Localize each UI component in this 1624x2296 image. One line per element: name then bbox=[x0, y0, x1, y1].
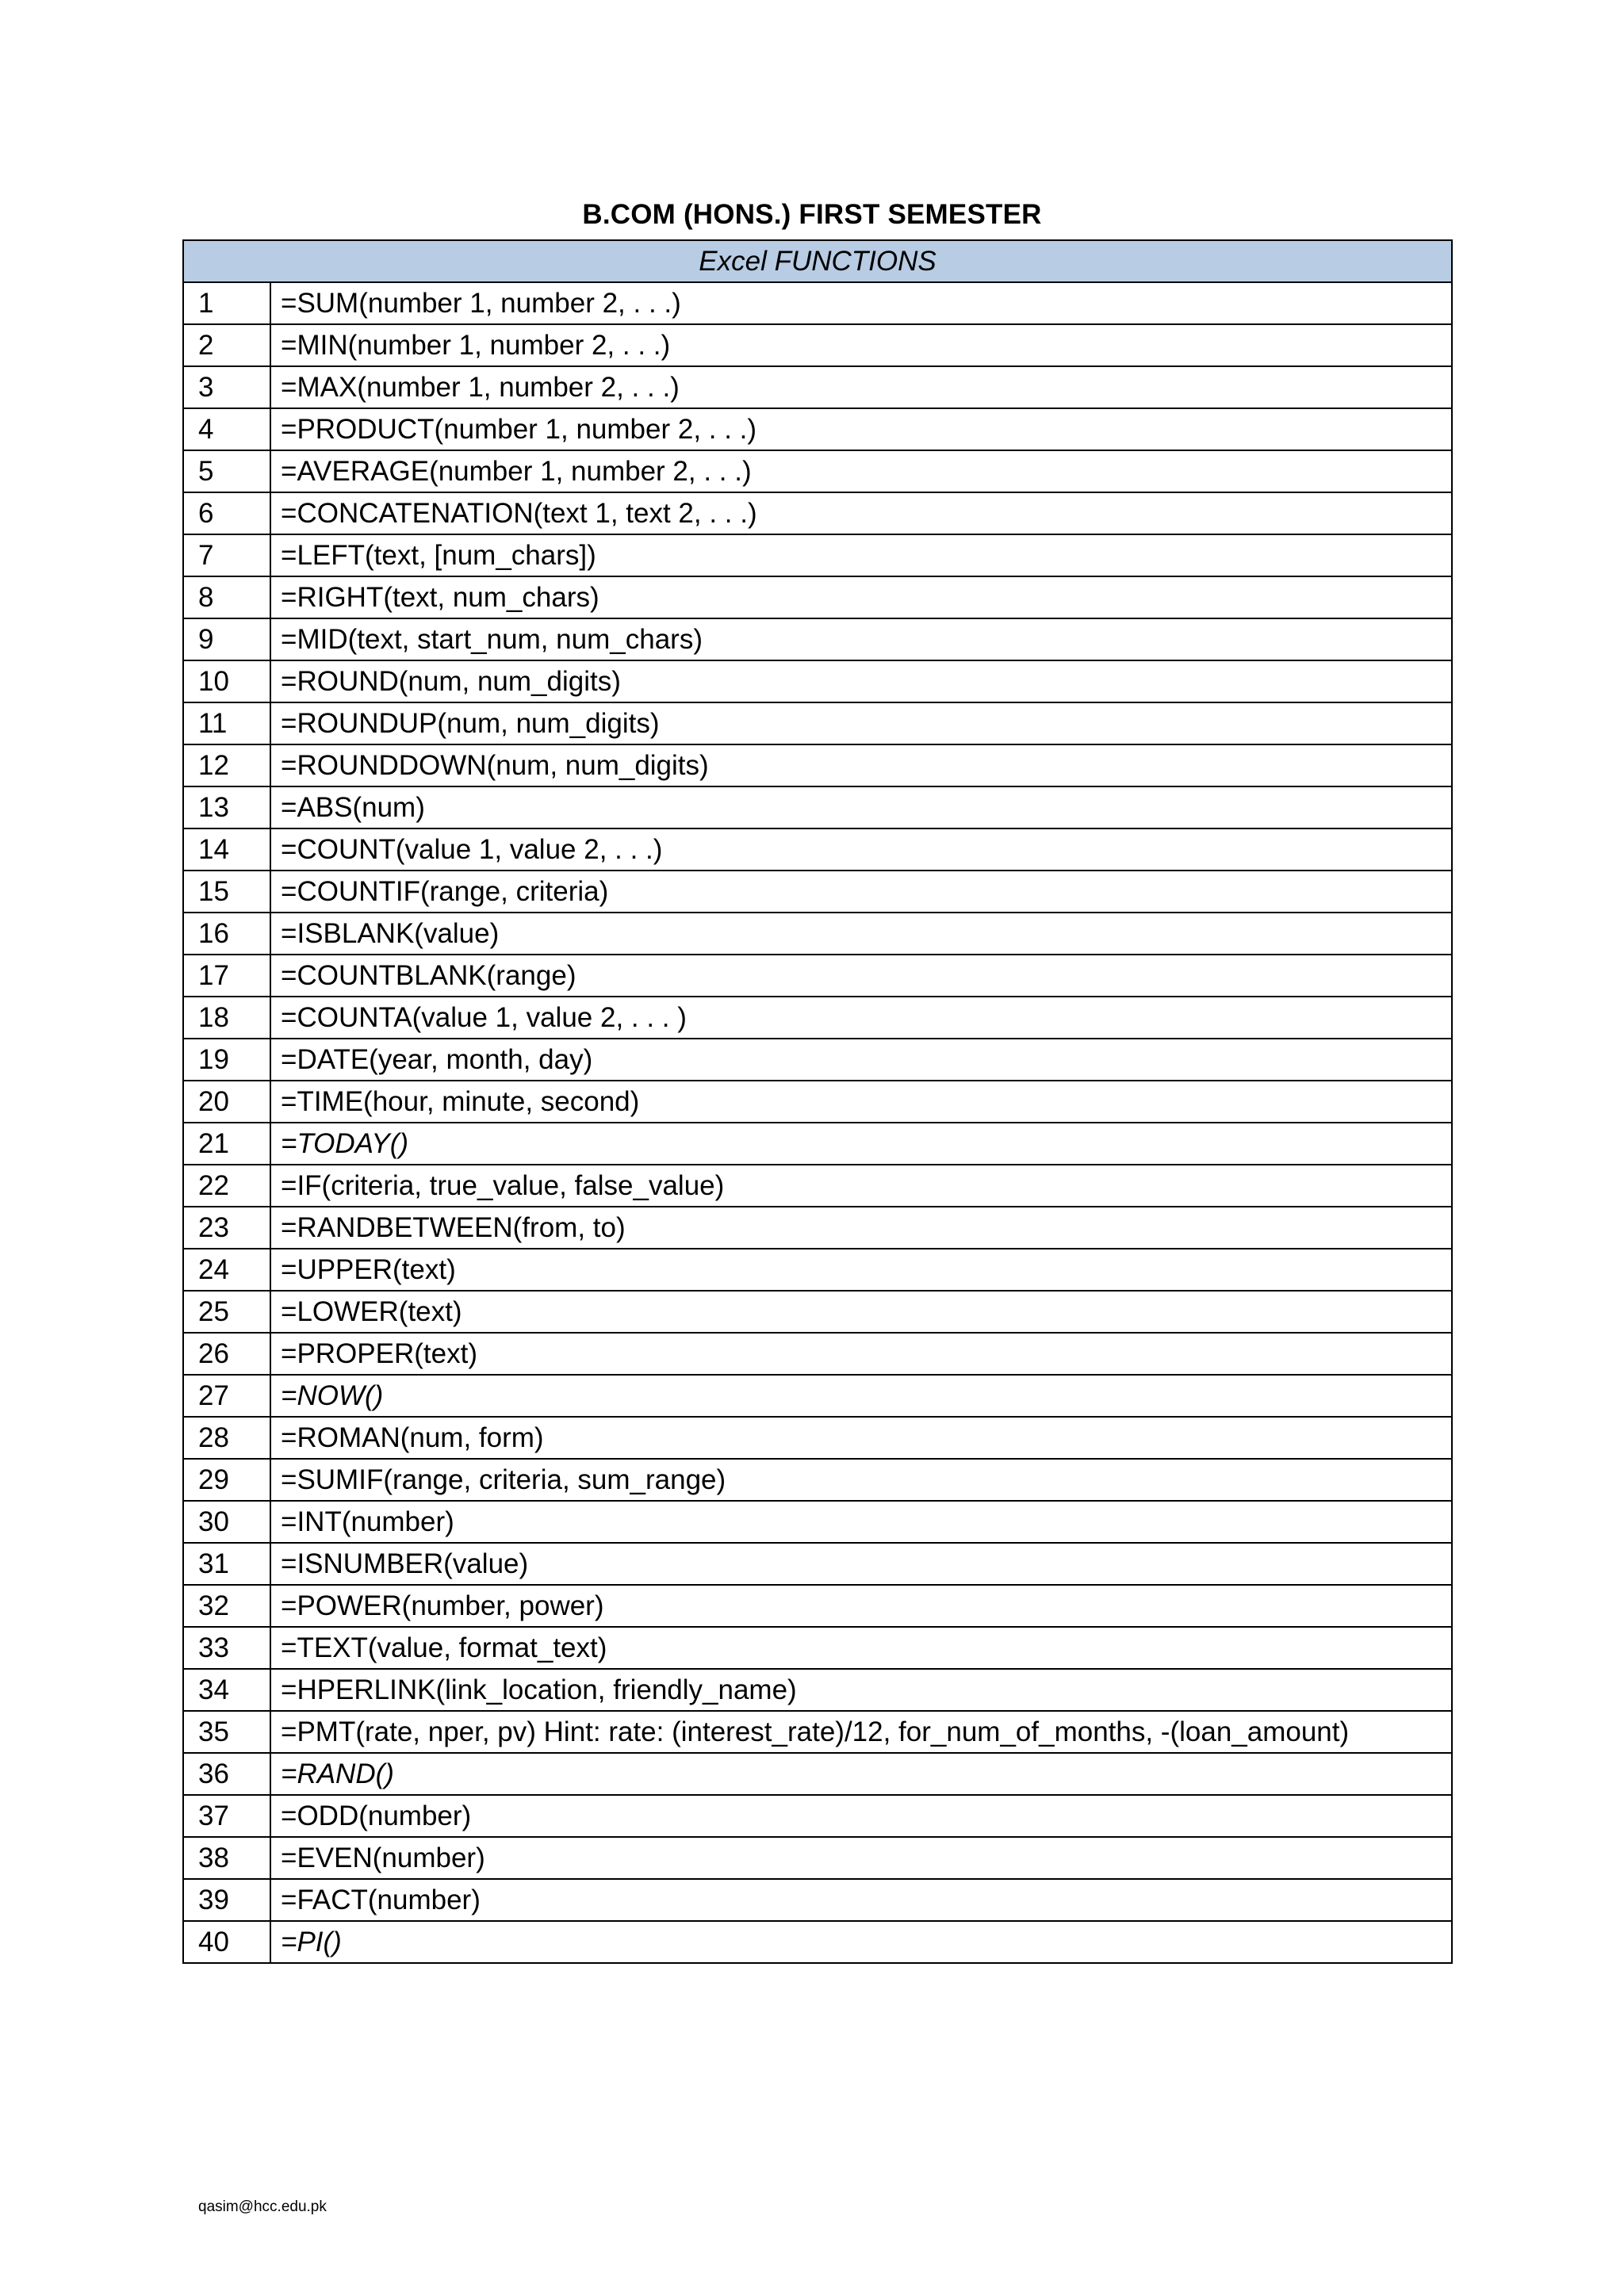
function-syntax: =PI() bbox=[270, 1921, 1452, 1963]
row-number: 17 bbox=[183, 955, 270, 997]
function-syntax: =SUMIF(range, criteria, sum_range) bbox=[270, 1459, 1452, 1501]
function-syntax: =RANDBETWEEN(from, to) bbox=[270, 1207, 1452, 1249]
function-syntax: =MAX(number 1, number 2, . . .) bbox=[270, 366, 1452, 408]
table-row bbox=[183, 1039, 1452, 1081]
table-row bbox=[183, 576, 1452, 618]
table-row bbox=[183, 1333, 1452, 1375]
row-number: 24 bbox=[183, 1249, 270, 1291]
table-row bbox=[183, 1417, 1452, 1459]
table-row bbox=[183, 1165, 1452, 1207]
table-row bbox=[183, 1375, 1452, 1417]
function-syntax: =SUM(number 1, number 2, . . .) bbox=[270, 282, 1452, 324]
function-syntax: =PROPER(text) bbox=[270, 1333, 1452, 1375]
function-syntax: =RIGHT(text, num_chars) bbox=[270, 576, 1452, 618]
row-number: 16 bbox=[183, 913, 270, 955]
table-row bbox=[183, 955, 1452, 997]
function-syntax: =COUNTA(value 1, value 2, . . . ) bbox=[270, 997, 1452, 1039]
function-syntax: =ABS(num) bbox=[270, 786, 1452, 828]
row-number: 2 bbox=[183, 324, 270, 366]
table-row bbox=[183, 1249, 1452, 1291]
table-row bbox=[183, 324, 1452, 366]
table-row bbox=[183, 1711, 1452, 1753]
table-row bbox=[183, 1081, 1452, 1123]
table-row bbox=[183, 744, 1452, 786]
function-syntax: =NOW() bbox=[270, 1375, 1452, 1417]
table-row bbox=[183, 408, 1452, 450]
row-number: 23 bbox=[183, 1207, 270, 1249]
row-number: 39 bbox=[183, 1879, 270, 1921]
table-row bbox=[183, 871, 1452, 913]
function-syntax: =EVEN(number) bbox=[270, 1837, 1452, 1879]
table-row bbox=[183, 1795, 1452, 1837]
function-syntax: =TODAY() bbox=[270, 1123, 1452, 1165]
function-syntax: =COUNTIF(range, criteria) bbox=[270, 871, 1452, 913]
table-row bbox=[183, 1669, 1452, 1711]
table-row bbox=[183, 618, 1452, 660]
function-syntax: =CONCATENATION(text 1, text 2, . . .) bbox=[270, 492, 1452, 534]
function-syntax: =MIN(number 1, number 2, . . .) bbox=[270, 324, 1452, 366]
row-number: 11 bbox=[183, 702, 270, 744]
page-title: B.COM (HONS.) FIRST SEMESTER bbox=[582, 199, 1042, 230]
functions-table bbox=[182, 239, 1453, 1964]
row-number: 28 bbox=[183, 1417, 270, 1459]
row-number: 19 bbox=[183, 1039, 270, 1081]
function-syntax: =LOWER(text) bbox=[270, 1291, 1452, 1333]
row-number: 8 bbox=[183, 576, 270, 618]
row-number: 9 bbox=[183, 618, 270, 660]
function-syntax: =ROUND(num, num_digits) bbox=[270, 660, 1452, 702]
table-row bbox=[183, 1501, 1452, 1543]
row-number: 32 bbox=[183, 1585, 270, 1627]
row-number: 40 bbox=[183, 1921, 270, 1963]
row-number: 29 bbox=[183, 1459, 270, 1501]
row-number: 37 bbox=[183, 1795, 270, 1837]
function-syntax: =POWER(number, power) bbox=[270, 1585, 1452, 1627]
function-syntax: =HPERLINK(link_location, friendly_name) bbox=[270, 1669, 1452, 1711]
row-number: 18 bbox=[183, 997, 270, 1039]
table-header-row bbox=[183, 240, 1452, 282]
function-syntax: =RAND() bbox=[270, 1753, 1452, 1795]
row-number: 33 bbox=[183, 1627, 270, 1669]
function-syntax: =LEFT(text, [num_chars]) bbox=[270, 534, 1452, 576]
row-number: 36 bbox=[183, 1753, 270, 1795]
table-row bbox=[183, 1921, 1452, 1963]
row-number: 3 bbox=[183, 366, 270, 408]
function-syntax: =DATE(year, month, day) bbox=[270, 1039, 1452, 1081]
row-number: 31 bbox=[183, 1543, 270, 1585]
function-syntax: =MID(text, start_num, num_chars) bbox=[270, 618, 1452, 660]
functions-table-body bbox=[183, 282, 1452, 1963]
row-number: 38 bbox=[183, 1837, 270, 1879]
row-number: 27 bbox=[183, 1375, 270, 1417]
function-syntax: =ROUNDUP(num, num_digits) bbox=[270, 702, 1452, 744]
function-syntax: =PMT(rate, nper, pv) Hint: rate: (interest_rate)/12, for_num_of_months, -(loan_amount) bbox=[270, 1711, 1452, 1753]
row-number: 13 bbox=[183, 786, 270, 828]
table-row bbox=[183, 1627, 1452, 1669]
table-row bbox=[183, 828, 1452, 871]
table-row bbox=[183, 702, 1452, 744]
function-syntax: =ROMAN(num, form) bbox=[270, 1417, 1452, 1459]
row-number: 12 bbox=[183, 744, 270, 786]
row-number: 14 bbox=[183, 828, 270, 871]
function-syntax: =ISBLANK(value) bbox=[270, 913, 1452, 955]
row-number: 15 bbox=[183, 871, 270, 913]
table-row bbox=[183, 492, 1452, 534]
row-number: 7 bbox=[183, 534, 270, 576]
row-number: 30 bbox=[183, 1501, 270, 1543]
function-syntax: =TEXT(value, format_text) bbox=[270, 1627, 1452, 1669]
table-row bbox=[183, 1459, 1452, 1501]
row-number: 34 bbox=[183, 1669, 270, 1711]
function-syntax: =UPPER(text) bbox=[270, 1249, 1452, 1291]
table-row bbox=[183, 660, 1452, 702]
row-number: 4 bbox=[183, 408, 270, 450]
function-syntax: =ROUNDDOWN(num, num_digits) bbox=[270, 744, 1452, 786]
function-syntax: =ISNUMBER(value) bbox=[270, 1543, 1452, 1585]
row-number: 10 bbox=[183, 660, 270, 702]
row-number: 22 bbox=[183, 1165, 270, 1207]
function-syntax: =TIME(hour, minute, second) bbox=[270, 1081, 1452, 1123]
function-syntax: =IF(criteria, true_value, false_value) bbox=[270, 1165, 1452, 1207]
row-number: 21 bbox=[183, 1123, 270, 1165]
table-row bbox=[183, 1837, 1452, 1879]
function-syntax: =COUNTBLANK(range) bbox=[270, 955, 1452, 997]
footer-email: qasim@hcc.edu.pk bbox=[198, 2198, 327, 2215]
table-row bbox=[183, 1207, 1452, 1249]
row-number: 6 bbox=[183, 492, 270, 534]
table-row bbox=[183, 282, 1452, 324]
table-row bbox=[183, 1879, 1452, 1921]
table-row bbox=[183, 1585, 1452, 1627]
table-row bbox=[183, 1753, 1452, 1795]
table-row bbox=[183, 786, 1452, 828]
table-row bbox=[183, 913, 1452, 955]
table-row bbox=[183, 997, 1452, 1039]
row-number: 5 bbox=[183, 450, 270, 492]
table-row bbox=[183, 1543, 1452, 1585]
function-syntax: =AVERAGE(number 1, number 2, . . .) bbox=[270, 450, 1452, 492]
row-number: 1 bbox=[183, 282, 270, 324]
table-row bbox=[183, 366, 1452, 408]
table-row bbox=[183, 450, 1452, 492]
row-number: 20 bbox=[183, 1081, 270, 1123]
function-syntax: =ODD(number) bbox=[270, 1795, 1452, 1837]
row-number: 35 bbox=[183, 1711, 270, 1753]
row-number: 25 bbox=[183, 1291, 270, 1333]
function-syntax: =PRODUCT(number 1, number 2, . . .) bbox=[270, 408, 1452, 450]
function-syntax: =COUNT(value 1, value 2, . . .) bbox=[270, 828, 1452, 871]
function-syntax: =FACT(number) bbox=[270, 1879, 1452, 1921]
table-row bbox=[183, 534, 1452, 576]
table-row bbox=[183, 1291, 1452, 1333]
table-row bbox=[183, 1123, 1452, 1165]
table-header: Excel FUNCTIONS bbox=[183, 240, 1452, 282]
row-number: 26 bbox=[183, 1333, 270, 1375]
function-syntax: =INT(number) bbox=[270, 1501, 1452, 1543]
